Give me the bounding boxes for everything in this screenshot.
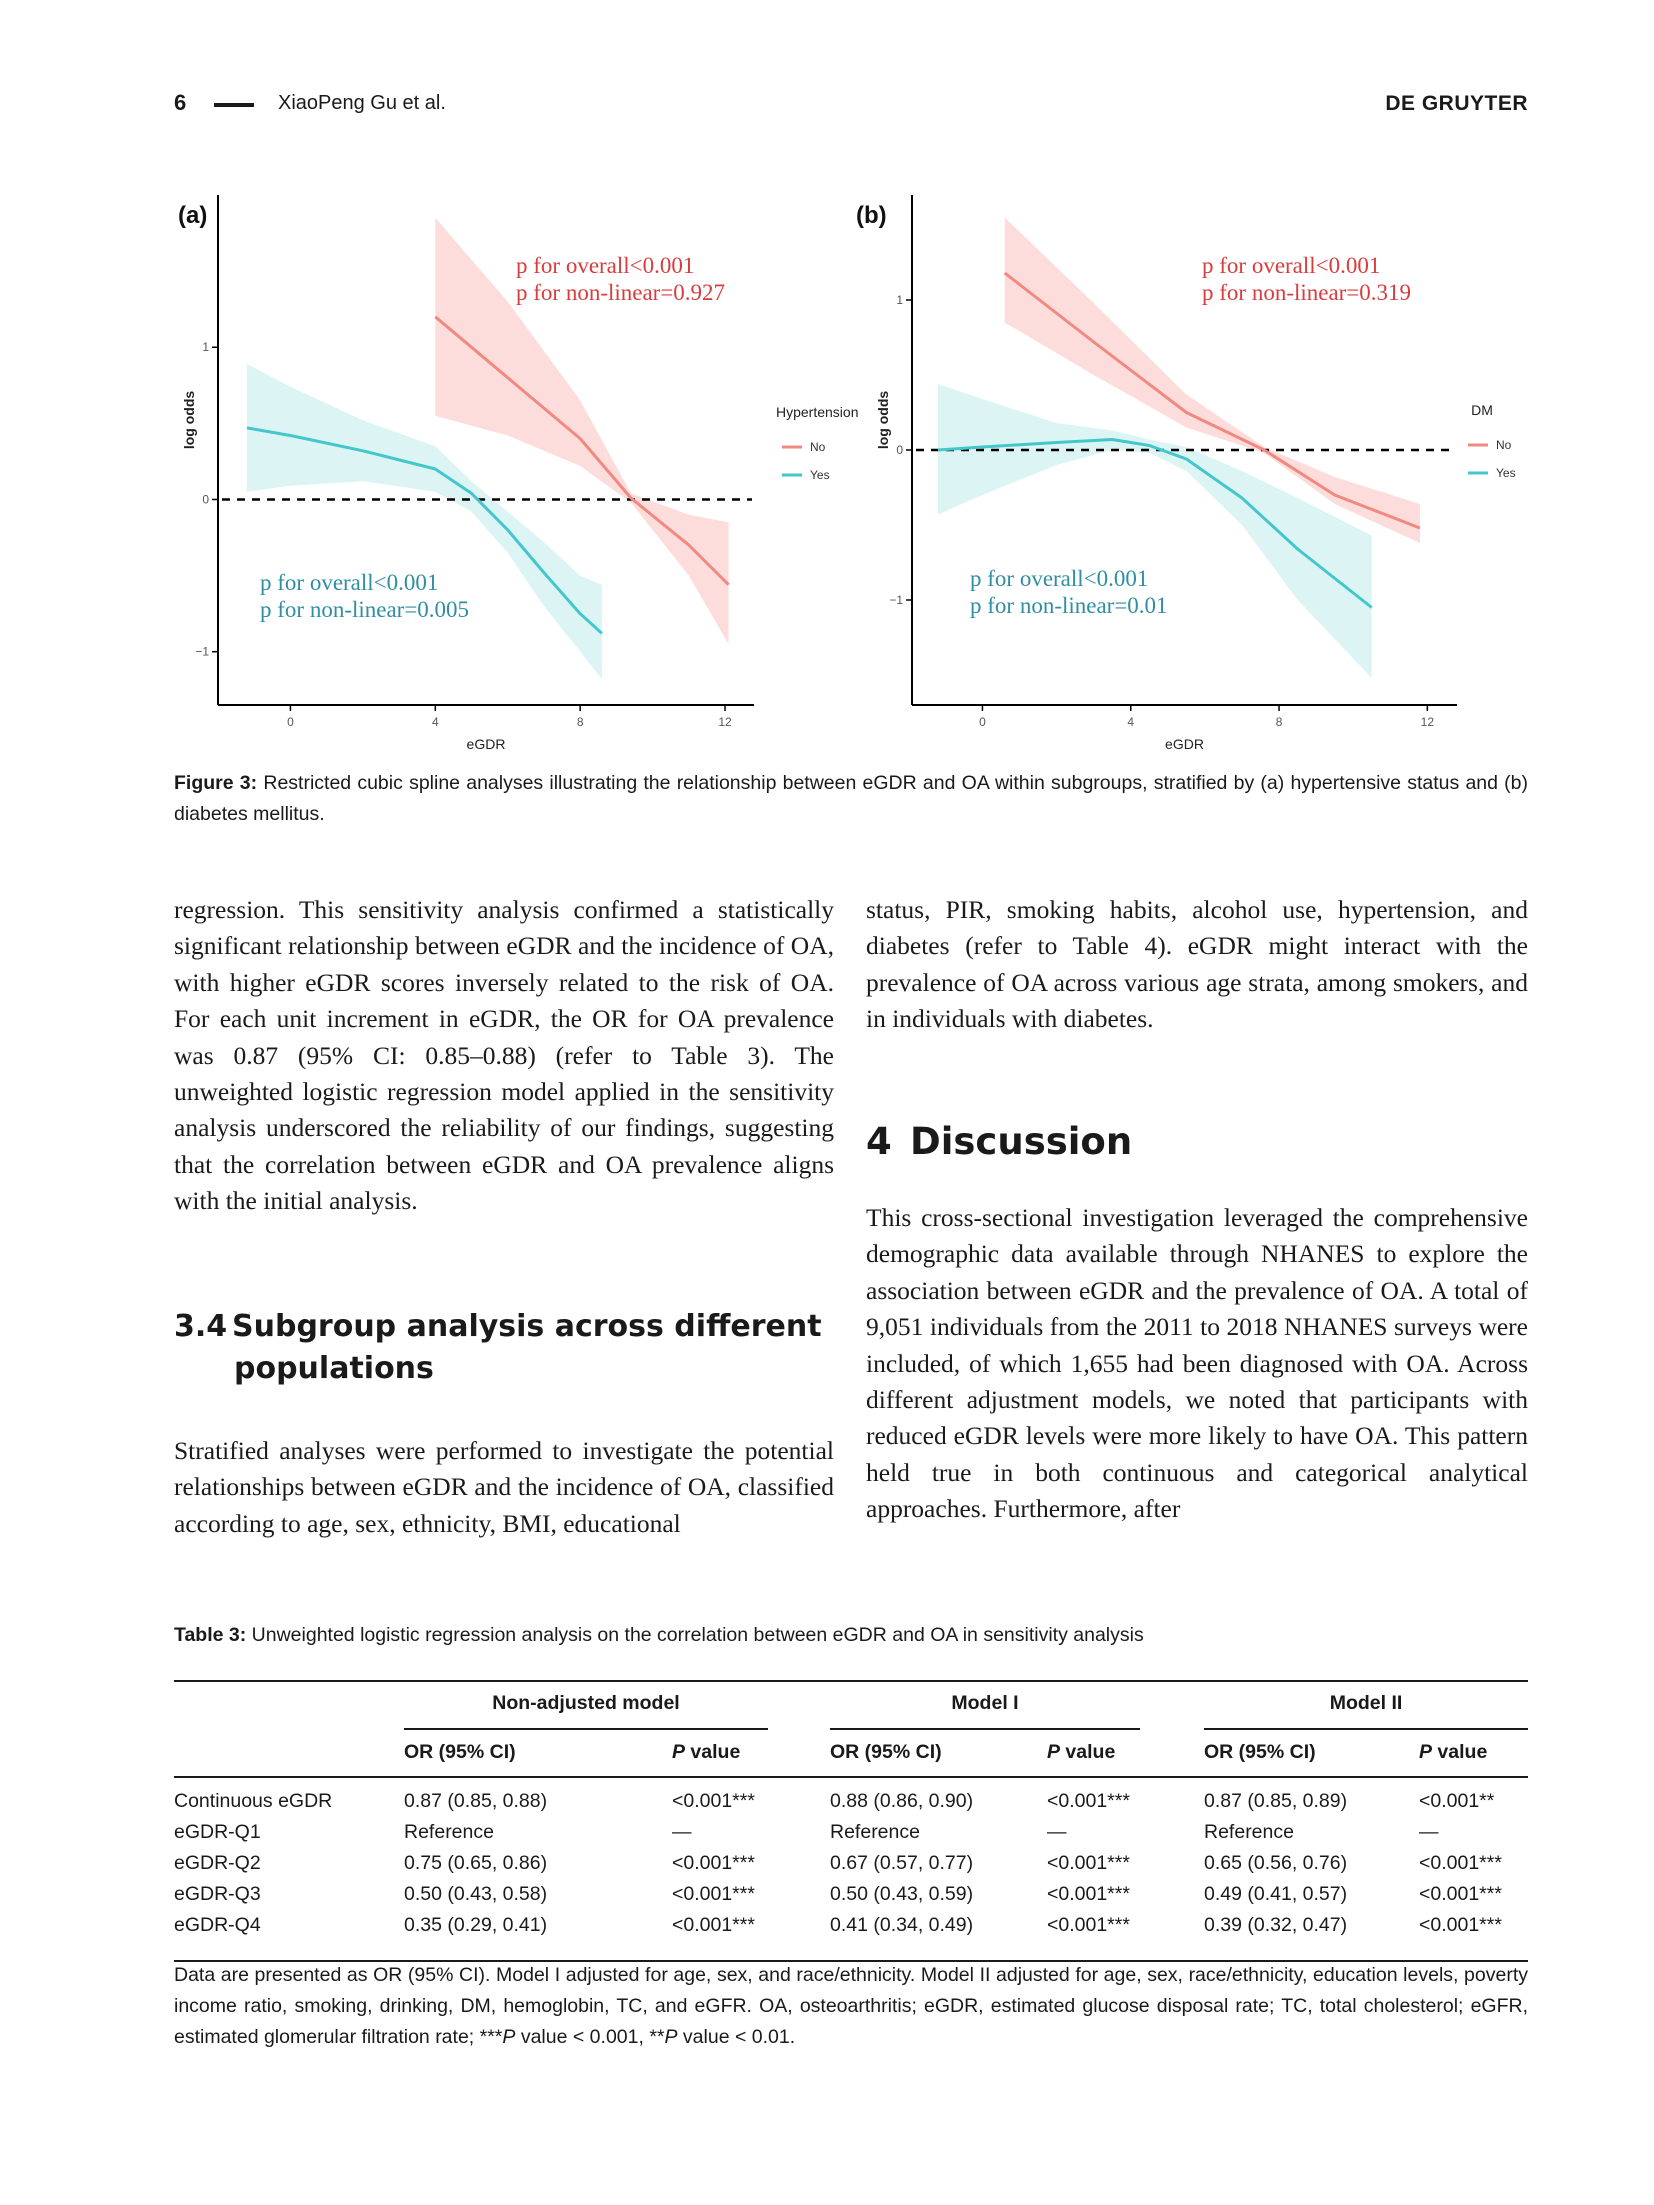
table-cell-or-nonadj: Reference bbox=[404, 1821, 494, 1843]
table-cell-or-model1: 0.50 (0.43, 0.59) bbox=[830, 1883, 974, 1905]
ci-band-yes-panel-2 bbox=[938, 384, 1372, 678]
legend-label-no: No bbox=[1496, 438, 1512, 452]
table-caption-text: Unweighted logistic regression analysis on the correlation between eGDR and OA in sensitivity analysis bbox=[251, 1624, 1144, 1646]
left-paragraph-2: Stratified analyses were performed to investigate the potential relationships between eGDR and the incidence of OA, classified according to age, sex, ethnicity, BMI, educational bbox=[174, 1436, 834, 1538]
table-footnote-part1: Data are presented as OR (95% CI). Model I adjusted for age, sex, and race/ethnicity. Model II adjusted for age, sex, race/ethnicity, education levels, poverty income ratio, smoking, drinking, DM, hemoglobin, TC, and eGFR. OA, osteoarthritis; eGDR, estimated glucose disposal rate; TC, total cholesterol; eGFR, estimated glomerular filtration rate; *** bbox=[174, 1964, 1528, 2048]
table-top-rule bbox=[174, 1680, 1528, 1682]
y-tick-label: 1 bbox=[896, 293, 903, 307]
group-underline-model-2 bbox=[1204, 1728, 1528, 1730]
group-underline-non-adjusted bbox=[404, 1728, 768, 1730]
group-header-model-1: Model I bbox=[951, 1692, 1019, 1714]
publisher-name: DE GRUYTER bbox=[1385, 92, 1528, 115]
x-axis-label: eGDR bbox=[1165, 736, 1204, 752]
right-column-lower bbox=[866, 1200, 1528, 1528]
section-4-heading bbox=[866, 1120, 1132, 1163]
table-cell-row-label: Continuous eGDR bbox=[174, 1790, 333, 1812]
table-caption-label: Table 3: bbox=[174, 1624, 247, 1646]
p-value-annotation: p for overall<0.001 bbox=[516, 253, 695, 278]
table-cell-or-model2: 0.87 (0.85, 0.89) bbox=[1204, 1790, 1348, 1812]
x-tick-label: 4 bbox=[1127, 715, 1135, 729]
p-value-annotation: p for overall<0.001 bbox=[260, 570, 439, 595]
table-cell-p-model2: <0.001** bbox=[1419, 1790, 1495, 1812]
y-axis-label: log odds bbox=[875, 390, 891, 450]
table-cell-p-model2: <0.001*** bbox=[1419, 1883, 1502, 1905]
right-paragraph-1: status, PIR, smoking habits, alcohol use, hypertension, and diabetes (refer to Table 4). eGDR might interact with the prevalence of OA across various age strata, among smokers, and in individuals with diabetes. bbox=[866, 895, 1528, 1034]
section-4-number: 4 bbox=[866, 1120, 892, 1163]
x-tick-label: 8 bbox=[1275, 715, 1283, 729]
table-cell-row-label: eGDR-Q3 bbox=[174, 1883, 261, 1905]
p-value-annotation: p for non-linear=0.01 bbox=[970, 593, 1168, 618]
table-footnote-p2: P bbox=[664, 2026, 678, 2048]
legend-title: DM bbox=[1471, 402, 1493, 418]
col-header-p-1 bbox=[672, 1741, 740, 1764]
table-cell-p-model2: <0.001*** bbox=[1419, 1914, 1502, 1936]
figure-caption bbox=[174, 768, 1528, 830]
section-3-4-title-line2: populations bbox=[234, 1351, 434, 1386]
group-header-model-2: Model II bbox=[1329, 1692, 1403, 1714]
col-header-p-2-rest: value bbox=[1060, 1741, 1116, 1763]
left-paragraph-1: regression. This sensitivity analysis confirmed a statistically significant relationship between eGDR and the incidence of OA, with higher eGDR scores inversely related to the risk of OA. For each unit increment in eGDR, the OR for OA prevalence was 0.87 (95% CI: 0.85–0.88) (refer to Table 3). The unweighted logistic regression model applied in the sensitivity analysis underscored the reliability of our findings, suggesting that the correlation between eGDR and OA prevalence aligns with the initial analysis. bbox=[174, 895, 834, 1216]
p-value-annotation: p for non-linear=0.005 bbox=[260, 597, 470, 622]
table-cell-p-model1: <0.001*** bbox=[1047, 1852, 1130, 1874]
y-axis-label: log odds bbox=[181, 390, 197, 450]
table-cell-p-model2: <0.001*** bbox=[1419, 1852, 1502, 1874]
col-header-p-1-italic: P bbox=[672, 1741, 686, 1763]
table-footnote-part2: value < 0.001, ** bbox=[515, 2026, 665, 2048]
x-tick-label: 12 bbox=[1420, 715, 1435, 729]
x-tick-label: 0 bbox=[287, 715, 294, 729]
table-caption bbox=[174, 1624, 1528, 1647]
table-cell-p-nonadj: <0.001*** bbox=[672, 1852, 755, 1874]
y-tick-label: 1 bbox=[202, 340, 209, 355]
col-header-p-2 bbox=[1047, 1741, 1115, 1764]
p-value-annotation: p for non-linear=0.319 bbox=[1202, 280, 1412, 305]
figure-caption-label: Figure 3: bbox=[174, 772, 258, 794]
left-column bbox=[174, 892, 834, 1220]
right-column bbox=[866, 892, 1528, 1038]
group-underline-model-1 bbox=[830, 1728, 1140, 1730]
section-4-title: Discussion bbox=[910, 1120, 1133, 1163]
table-cell-p-model1: <0.001*** bbox=[1047, 1883, 1130, 1905]
y-tick-label: 0 bbox=[896, 443, 903, 457]
table-cell-or-model2: 0.39 (0.32, 0.47) bbox=[1204, 1914, 1348, 1936]
right-paragraph-2: This cross-sectional investigation leveraged the comprehensive demographic data available through NHANES to explore the association between eGDR and the prevalence of OA. A total of 9,051 individuals from the 2011 to 2018 NHANES surveys were included, of which 1,655 had been diagnosed with OA. Across different adjustment models, we noted that participants with reduced eGDR levels were more likely to have OA. This pattern held true in both continuous and categorical analytical approaches. Furthermore, after bbox=[866, 1203, 1528, 1524]
legend-title: Hypertension bbox=[776, 404, 859, 420]
x-tick-label: 0 bbox=[979, 715, 986, 729]
section-3-4-heading bbox=[174, 1306, 834, 1390]
table-cell-or-model1: 0.41 (0.34, 0.49) bbox=[830, 1914, 974, 1936]
figure-caption-text: Restricted cubic spline analyses illustrating the relationship between eGDR and OA within subgroups, stratified by (a) hypertensive status and (b) diabetes mellitus. bbox=[174, 772, 1529, 825]
table-header-rule bbox=[174, 1776, 1528, 1778]
p-value-annotation: p for overall<0.001 bbox=[1202, 253, 1381, 278]
table-cell-or-model1: 0.67 (0.57, 0.77) bbox=[830, 1852, 974, 1874]
table-cell-or-model2: 0.65 (0.56, 0.76) bbox=[1204, 1852, 1348, 1874]
figure-3-svg bbox=[170, 195, 1530, 755]
table-cell-row-label: eGDR-Q1 bbox=[174, 1821, 261, 1843]
table-cell-or-model2: 0.49 (0.41, 0.57) bbox=[1204, 1883, 1348, 1905]
table-footnote bbox=[174, 1960, 1528, 2053]
table-cell-p-model2: — bbox=[1419, 1821, 1439, 1843]
table-cell-p-model1: <0.001*** bbox=[1047, 1790, 1130, 1812]
table-footnote-part3: value < 0.01. bbox=[677, 2026, 796, 2048]
col-header-p-1-rest: value bbox=[685, 1741, 741, 1763]
running-head bbox=[174, 90, 1528, 120]
table-cell-row-label: eGDR-Q4 bbox=[174, 1914, 261, 1936]
y-tick-label: −1 bbox=[195, 644, 209, 659]
table-cell-p-nonadj: — bbox=[672, 1821, 692, 1843]
page-number: 6 bbox=[174, 90, 187, 115]
table-cell-or-model1: 0.88 (0.86, 0.90) bbox=[830, 1790, 974, 1812]
p-value-annotation: p for non-linear=0.927 bbox=[516, 280, 726, 305]
x-tick-label: 12 bbox=[718, 715, 732, 729]
y-tick-label: −1 bbox=[889, 593, 903, 607]
table-cell-p-model1: — bbox=[1047, 1821, 1067, 1843]
table-cell-p-nonadj: <0.001*** bbox=[672, 1883, 755, 1905]
col-header-p-3-rest: value bbox=[1432, 1741, 1488, 1763]
panel-label: (b) bbox=[856, 202, 887, 229]
col-header-or-1: OR (95% CI) bbox=[404, 1741, 516, 1763]
table-cell-p-model1: <0.001*** bbox=[1047, 1914, 1130, 1936]
table-footnote-p1: P bbox=[502, 2026, 516, 2048]
y-tick-label: 0 bbox=[202, 492, 209, 507]
table-cell-or-nonadj: 0.50 (0.43, 0.58) bbox=[404, 1883, 548, 1905]
x-axis-label: eGDR bbox=[466, 736, 506, 752]
section-3-4-number: 3.4 bbox=[174, 1309, 228, 1344]
col-header-or-3: OR (95% CI) bbox=[1204, 1741, 1316, 1763]
group-header-non-adjusted: Non-adjusted model bbox=[492, 1692, 680, 1714]
table-cell-row-label: eGDR-Q2 bbox=[174, 1852, 261, 1874]
left-column-lower bbox=[174, 1433, 834, 1542]
panel-label: (a) bbox=[178, 202, 208, 229]
col-header-p-2-italic: P bbox=[1047, 1741, 1061, 1763]
table-cell-p-nonadj: <0.001*** bbox=[672, 1790, 755, 1812]
x-tick-label: 4 bbox=[431, 715, 439, 729]
figure-3 bbox=[170, 195, 1530, 755]
col-header-p-3-italic: P bbox=[1419, 1741, 1433, 1763]
header-dash bbox=[214, 103, 254, 107]
p-value-annotation: p for overall<0.001 bbox=[970, 566, 1149, 591]
table-cell-or-nonadj: 0.75 (0.65, 0.86) bbox=[404, 1852, 548, 1874]
section-3-4-title-line1: Subgroup analysis across different bbox=[232, 1309, 822, 1344]
running-authors: XiaoPeng Gu et al. bbox=[278, 92, 446, 114]
x-tick-label: 8 bbox=[576, 715, 584, 729]
table-cell-or-model2: Reference bbox=[1204, 1821, 1294, 1843]
col-header-p-3 bbox=[1419, 1741, 1487, 1764]
table-cell-or-model1: Reference bbox=[830, 1821, 920, 1843]
legend-label-yes: Yes bbox=[810, 468, 830, 482]
table-cell-or-nonadj: 0.35 (0.29, 0.41) bbox=[404, 1914, 548, 1936]
legend-label-yes: Yes bbox=[1496, 466, 1516, 480]
legend-label-no: No bbox=[810, 440, 826, 454]
col-header-or-2: OR (95% CI) bbox=[830, 1741, 942, 1763]
table-cell-or-nonadj: 0.87 (0.85, 0.88) bbox=[404, 1790, 548, 1812]
table-cell-p-nonadj: <0.001*** bbox=[672, 1914, 755, 1936]
